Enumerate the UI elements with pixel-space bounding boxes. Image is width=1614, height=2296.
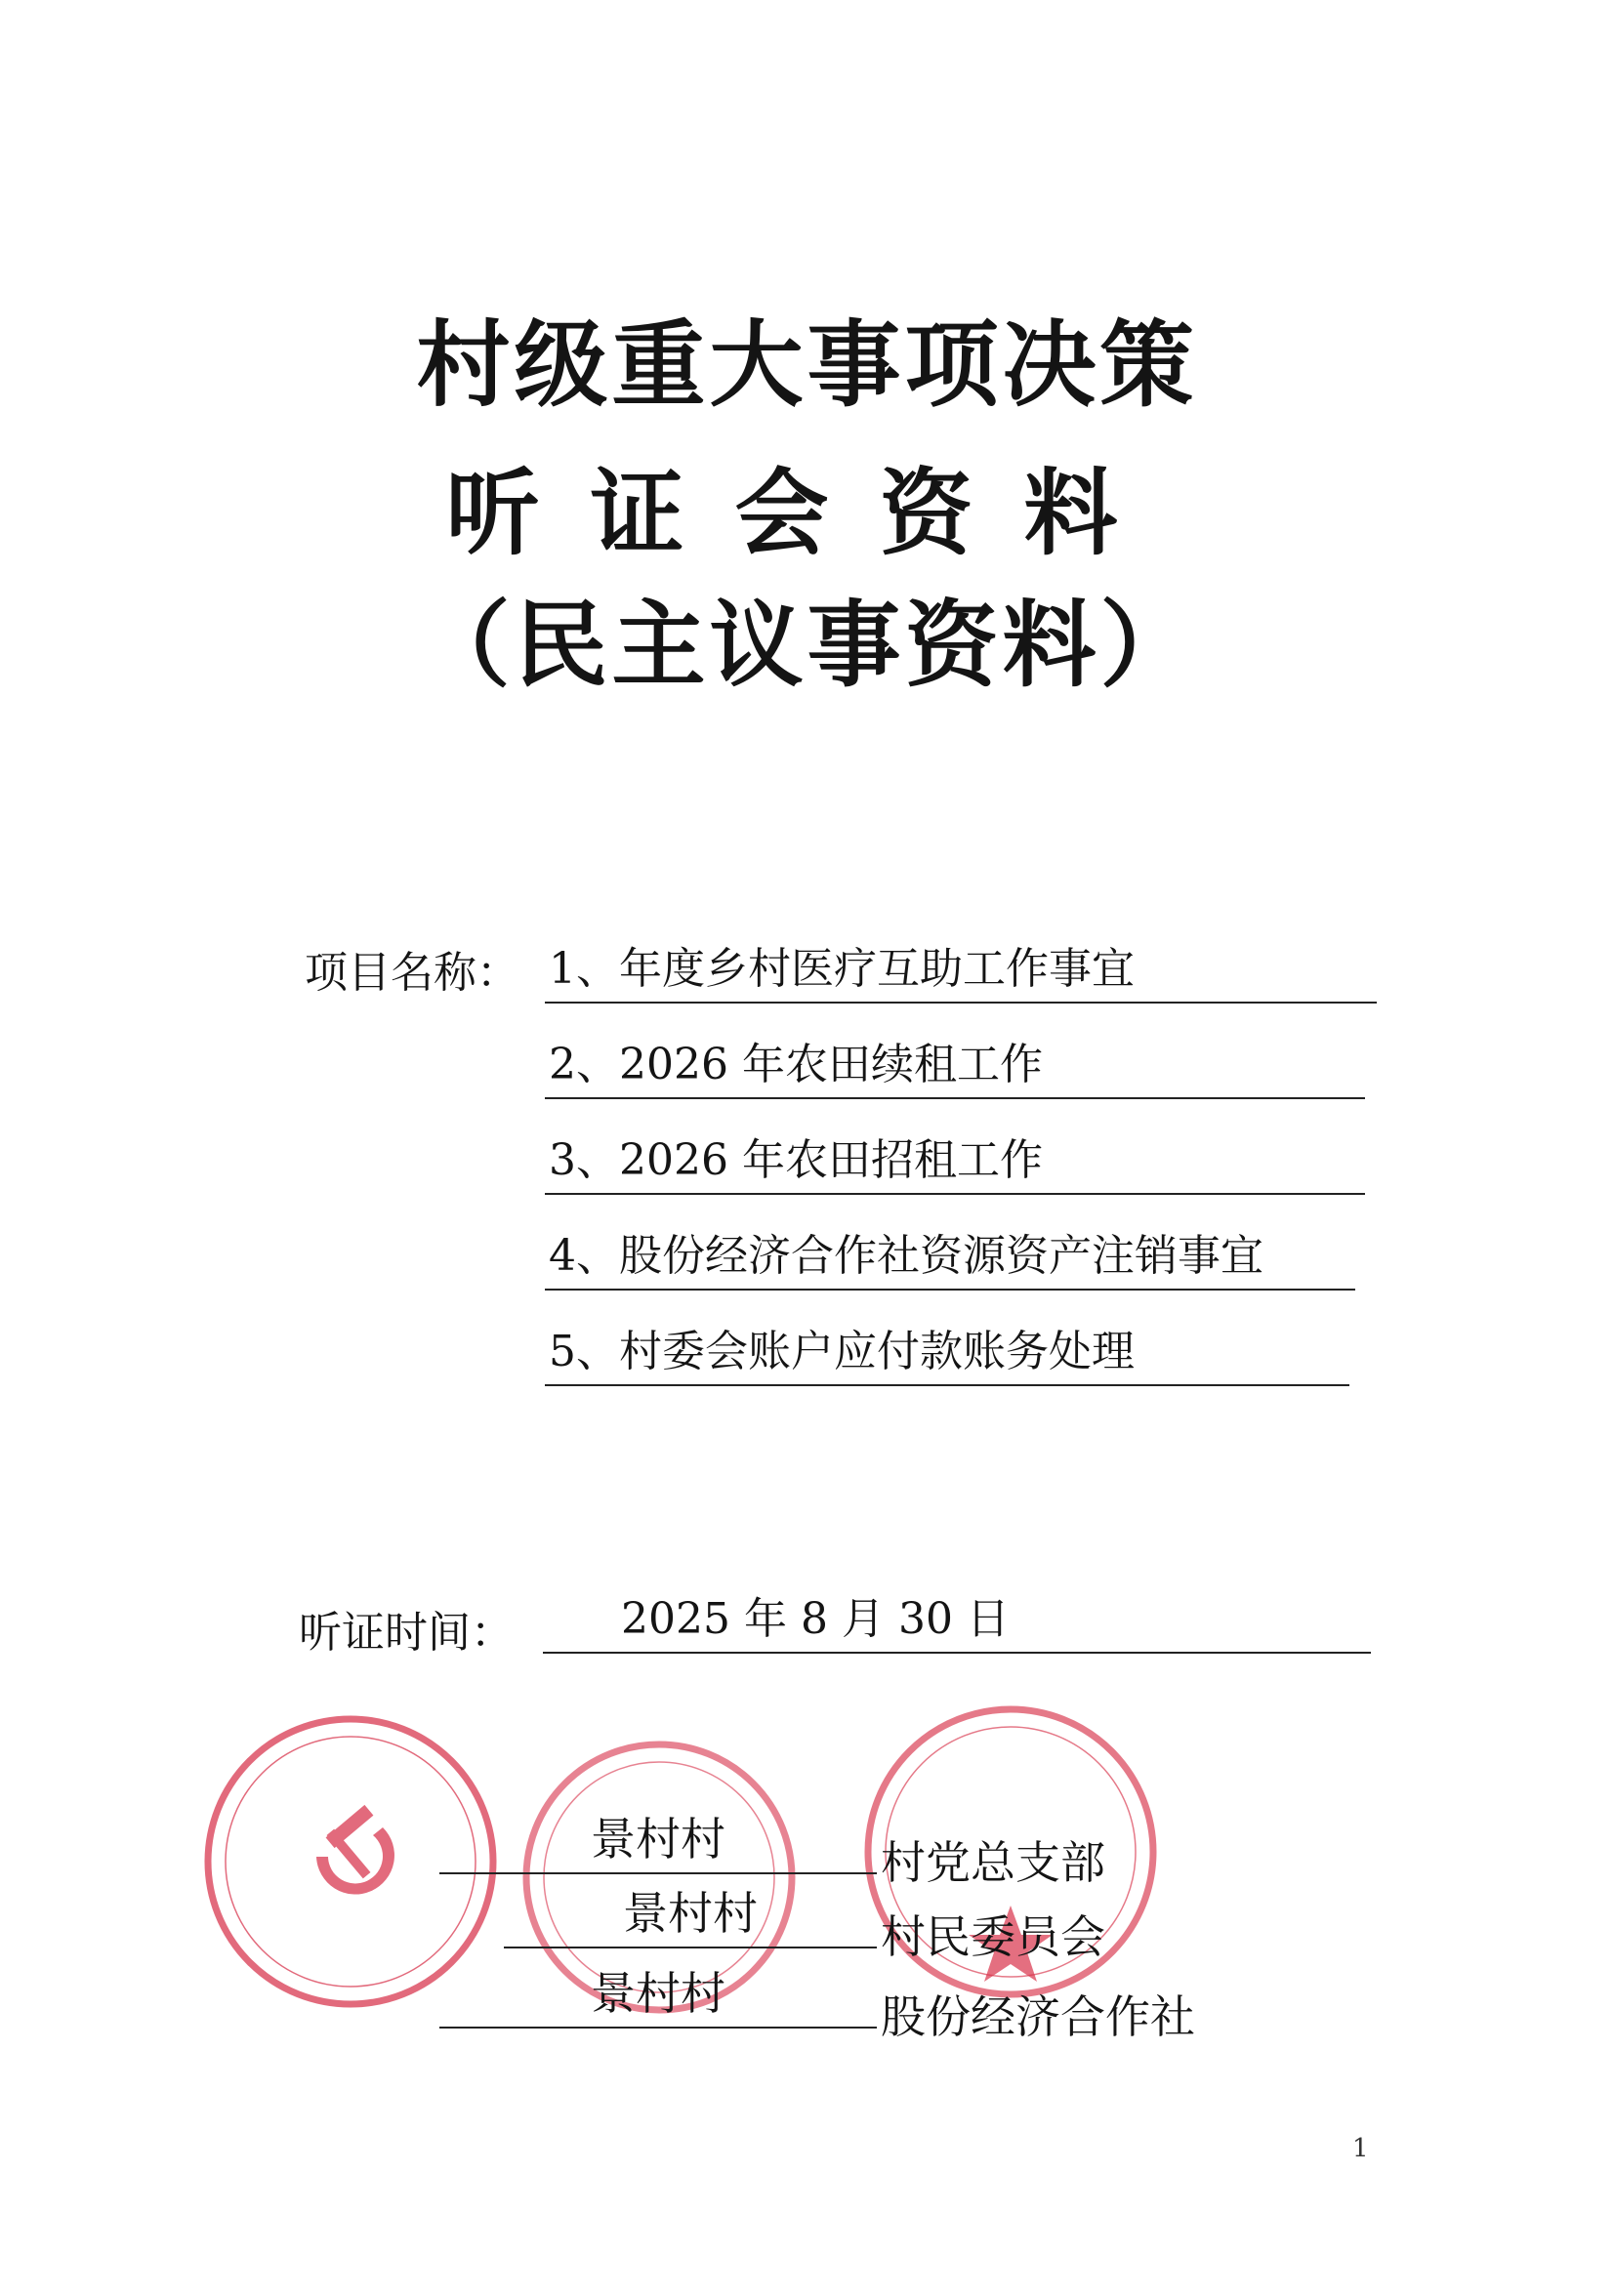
project-label: 项目名称： (305, 948, 519, 998)
project-item-text: 4、股份经济合作社资源资产注销事宜 (549, 1231, 1263, 1281)
doc-title-line3: （民主议事资料） (416, 590, 1198, 700)
project-item-1 (545, 935, 1377, 1004)
project-item-text: 1、年度乡村医疗互助工作事宜 (549, 944, 1135, 994)
project-item-text: 5、村委会账户应付款账务处理 (549, 1327, 1135, 1376)
project-item-text: 2、2026 年农田续租工作 (549, 1040, 1043, 1089)
project-item-5 (545, 1318, 1349, 1386)
signature-village: 景村村 (591, 1813, 725, 1866)
signature-org-1: 村党总支部 (881, 1836, 1105, 1889)
signature-line-2 (504, 1882, 877, 1948)
signature-org-2: 村民委员会 (881, 1910, 1105, 1963)
signature-village: 景村村 (591, 1967, 725, 2020)
project-item-text: 3、2026 年农田招租工作 (549, 1135, 1043, 1185)
project-item-4 (545, 1222, 1355, 1291)
project-item-2 (545, 1031, 1365, 1099)
hammer-sickle-icon (316, 1805, 394, 1895)
doc-title-line2: 听证会资料 (445, 458, 1169, 568)
signature-village: 景村村 (623, 1887, 758, 1940)
project-item-3 (545, 1127, 1365, 1195)
hearing-date-field (543, 1585, 1371, 1654)
hearing-label: 听证时间： (299, 1608, 514, 1658)
signature-org-3: 股份经济合作社 (881, 1990, 1195, 2043)
doc-title-line1: 村级重大事项决策 (416, 309, 1198, 420)
signature-line-3 (439, 1962, 877, 2029)
signature-line-1 (439, 1808, 877, 1874)
page-number: 1 (1352, 2134, 1369, 2163)
hearing-date: 2025 年 8 月 30 日 (621, 1594, 1010, 1644)
